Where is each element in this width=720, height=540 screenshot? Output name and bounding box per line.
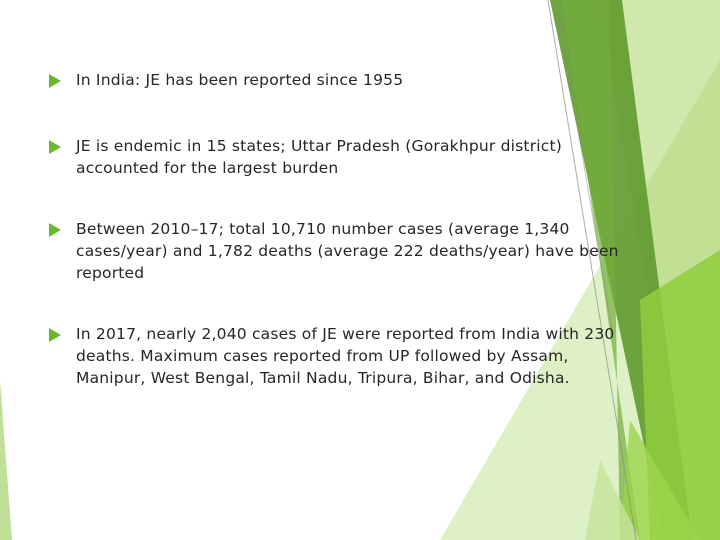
bullet-text: In India: JE has been reported since 1955 <box>76 71 404 89</box>
right-pointing-triangle-icon <box>48 328 62 342</box>
right-pointing-triangle-icon <box>48 140 62 154</box>
right-pointing-triangle-icon <box>48 74 62 88</box>
right-pointing-triangle-icon <box>48 223 62 237</box>
bullet-text: Between 2010–17; total 10,710 number cases (average 1,340 cases/year) and 1,782 deaths (average 222 deaths/year) have been reported <box>76 220 619 282</box>
bullet-text: JE is endemic in 15 states; Uttar Pradesh (Gorakhpur district) accounted for the largest burden <box>76 137 563 177</box>
bullet-text: In 2017, nearly 2,040 cases of JE were reported from India with 230 deaths. Maximum cases reported from UP followed by Assam, Manipur, West Bengal, Tamil Nadu, Tripura, Bihar, and Odisha. <box>76 325 615 387</box>
